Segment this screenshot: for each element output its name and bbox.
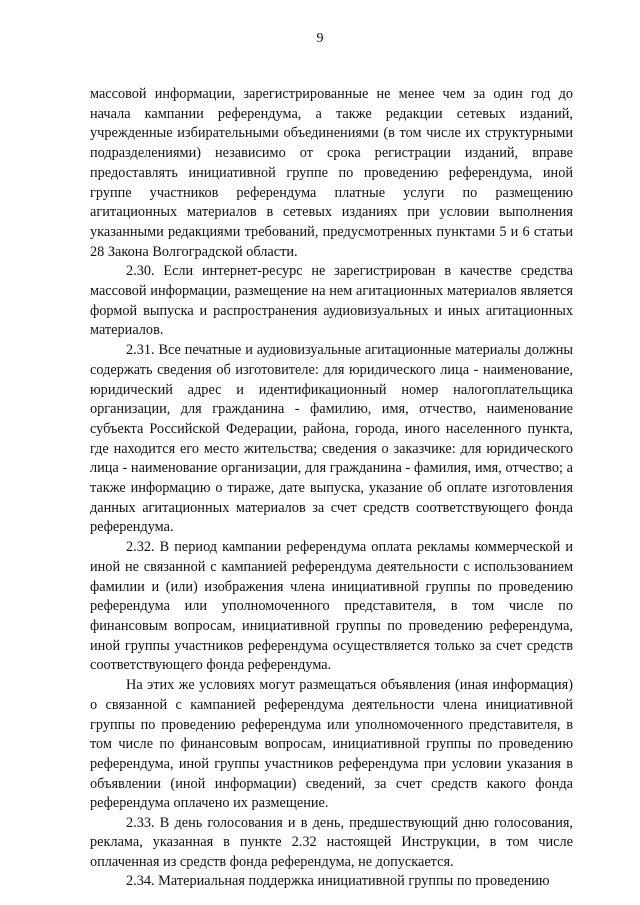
paragraph-2-33: 2.33. В день голосования и в день, предшествующий дню голосования, реклама, указанная в пункте 2.32 настоящей Инструкции, в том числе оплаченная из средств фонда референдума, не допускается. — [90, 815, 573, 870]
paragraph-2-34: 2.34. Материальная поддержка инициативной группы по проведению — [126, 872, 550, 889]
paragraph-2-31: 2.31. Все печатные и аудиовизуальные агитационные материалы должны содержать сведения об изготовителе: для юридического лица - наименование, юридический адрес и идентификационный номер налогоплательщика организации, для гражданина - фамилию, имя, отчество, наименование субъекта Российской Федерации, района, города, иного населенного пункта, где находится его место жительства; сведения о заказчике: для юридического лица - наименование организации, для гражданина - фамилия, имя, отчество; а также информацию о тираже, дате выпуска, указание об оплате изготовления данных агитационных материалов за счет средств соответствующего фонда референдума. — [90, 342, 573, 536]
paragraph-2-32: 2.32. В период кампании референдума оплата рекламы коммерческой и иной не связанной с кампанией референдума деятельности с использованием фамилии и (или) изображения члена инициативной группы по проведению референдума или уполномоченного представителя, в том числе по финансовым вопросам, инициативной группы по проведению референдума, иной группы участников референдума осуществляется только за счет средств соответствующего фонда референдума. — [90, 539, 573, 674]
page-number: 9 — [316, 31, 324, 46]
paragraph-2-32-addendum: На этих же условиях могут размещаться объявления (иная информация) о связанной с кампанией референдума деятельности члена инициативной группы по проведению референдума или уполномоченного представителя, в том числе по финансовым вопросам, инициативной группы по проведению референдума, иной группы участников референдума при условии указания в объявлении (иной информации) сведений, за счет средств какого фонда референдума оплачено их размещение. — [90, 677, 573, 812]
paragraph-continuation: массовой информации, зарегистрированные не менее чем за один год до начала кампании референдума, а также редакции сетевых изданий, учрежденные избирательными объединениями (в том числе их структурными подразделениями) независимо от срока регистрации изданий, вправе предоставлять инициативной группе по проведению референдума, иной группе участников референдума платные услуги по размещению агитационных материалов в сетевых изданиях при условии выполнения указанными редакциями требований, предусмотренных пунктами 5 и 6 статьи 28 Закона Волгоградской области. — [90, 86, 573, 260]
document-body — [90, 85, 573, 892]
paragraph-2-30: 2.30. Если интернет-ресурс не зарегистрирован в качестве средства массовой информации, размещение на нем агитационных материалов является формой выпуска и распространения аудиовизуальных и иных агитационных материалов. — [90, 263, 573, 339]
